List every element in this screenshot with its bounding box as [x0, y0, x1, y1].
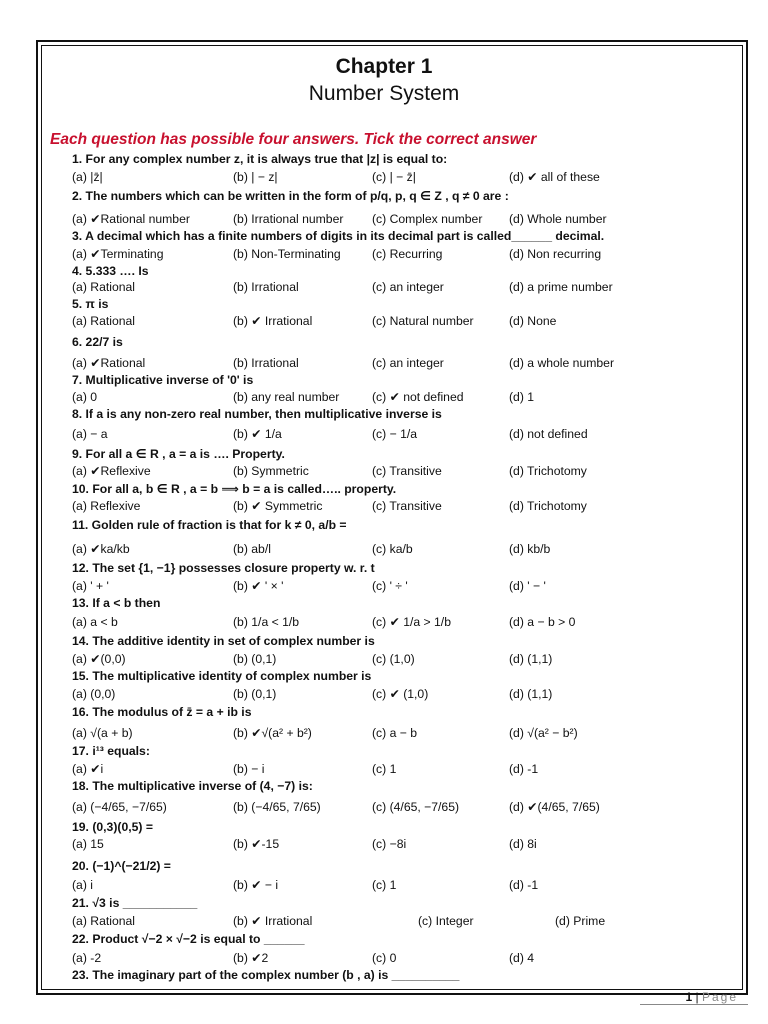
option-b[interactable]: (b) Irrational	[233, 280, 299, 294]
option-c[interactable]: (c) ✔ (1,0)	[372, 687, 429, 701]
question-10: 10. For all a, b ∈ R , a = b ⟹ b = a is called….. property.	[72, 482, 397, 496]
options-9	[72, 464, 732, 482]
footer-rule	[640, 1004, 748, 1005]
option-d[interactable]: (d) 4	[509, 951, 535, 965]
option-c[interactable]: (c) Integer	[418, 914, 474, 928]
question-3: 3. A decimal which has a finite numbers of digits in its decimal part is called______ decimal.	[72, 229, 605, 243]
option-c[interactable]: (c) ✔ 1/a > 1/b	[372, 615, 451, 629]
option-a[interactable]: (a) |z̄|	[72, 170, 103, 184]
option-d[interactable]: (d) ✔ all of these	[509, 170, 600, 184]
question-20: 20. (−1)^(−21/2) =	[72, 859, 171, 873]
page-footer	[685, 990, 738, 1004]
options-11	[72, 542, 732, 560]
question-23: 23. The imaginary part of the complex number (b , a) is __________	[72, 968, 460, 982]
option-b[interactable]: (b) ✔ Irrational	[233, 314, 313, 328]
question-22: 22. Product √−2 × √−2 is equal to ______	[72, 932, 305, 946]
option-b[interactable]: (b) Irrational number	[233, 212, 344, 226]
options-4	[72, 280, 732, 298]
question-19: 19. (0,3)(0,5) =	[72, 820, 153, 834]
chapter-title: Chapter 1	[335, 55, 433, 78]
option-a[interactable]: (a) 0	[72, 390, 98, 404]
option-c[interactable]: (c) ka/b	[372, 542, 413, 556]
question-15: 15. The multiplicative identity of complex number is	[72, 669, 372, 683]
option-d[interactable]: (d) -1	[509, 878, 539, 892]
option-b[interactable]: (b) ✔ − i	[233, 878, 279, 892]
option-c[interactable]: (c) −8i	[372, 837, 407, 851]
option-d[interactable]: (d) Prime	[555, 914, 606, 928]
question-4: 4. 5.333 …. Is	[72, 264, 149, 278]
option-d[interactable]: (d) ' − '	[509, 579, 546, 593]
footer-separator: |	[692, 990, 702, 1004]
option-a[interactable]: (a) ✔Rational number	[72, 212, 190, 226]
option-c[interactable]: (c) an integer	[372, 356, 444, 370]
option-d[interactable]: (d) Non recurring	[509, 247, 602, 261]
options-12	[72, 579, 732, 597]
question-2: 2. The numbers which can be written in the form of p/q, p, q ∈ Z , q ≠ 0 are :	[72, 189, 509, 203]
option-a[interactable]: (a) a < b	[72, 615, 118, 629]
option-b[interactable]: (b) ✔ ' × '	[233, 579, 284, 593]
option-b[interactable]: (b) ab/l	[233, 542, 271, 556]
option-d[interactable]: (d) a whole number	[509, 356, 614, 370]
option-a[interactable]: (a) Rational	[72, 914, 135, 928]
question-21: 21. √3 is ___________	[72, 896, 198, 910]
question-16: 16. The modulus of z̄ = a + ib is	[72, 705, 252, 719]
options-21	[72, 914, 732, 932]
option-c[interactable]: (c) ✔ not defined	[372, 390, 464, 404]
option-c[interactable]: (c) 1	[372, 878, 397, 892]
option-c[interactable]: (c) Complex number	[372, 212, 483, 226]
option-b[interactable]: (b) Non-Terminating	[233, 247, 341, 261]
option-c[interactable]: (c) Transitive	[372, 464, 442, 478]
option-b[interactable]: (b) ✔-15	[233, 837, 280, 851]
question-18: 18. The multiplicative inverse of (4, −7) is:	[72, 779, 313, 793]
option-c[interactable]: (c) ' ÷ '	[372, 579, 408, 593]
options-14	[72, 652, 732, 670]
option-d[interactable]: (d) Trichotomy	[509, 464, 587, 478]
option-b[interactable]: (b) ✔ Irrational	[233, 914, 313, 928]
option-d[interactable]: (d) a − b > 0	[509, 615, 576, 629]
option-d[interactable]: (d) (1,1)	[509, 652, 553, 666]
question-6: 6. 22/7 is	[72, 335, 123, 349]
option-a[interactable]: (a) ' + '	[72, 579, 109, 593]
option-a[interactable]: (a) ✔(0,0)	[72, 652, 126, 666]
option-a[interactable]: (a) Rational	[72, 280, 135, 294]
options-20	[72, 878, 732, 896]
option-d[interactable]: (d) Trichotomy	[509, 499, 587, 513]
option-d[interactable]: (d) not defined	[509, 427, 588, 441]
options-5	[72, 314, 732, 332]
question-11: 11. Golden rule of fraction is that for k ≠ 0, a/b =	[72, 518, 347, 532]
option-b[interactable]: (b) (0,1)	[233, 652, 277, 666]
option-c[interactable]: (c) 1	[372, 762, 397, 776]
options-8	[72, 427, 732, 445]
option-b[interactable]: (b) | − z|	[233, 170, 278, 184]
option-d[interactable]: (d) a prime number	[509, 280, 613, 294]
option-a[interactable]: (a) − a	[72, 427, 108, 441]
option-a[interactable]: (a) ✔ka/kb	[72, 542, 130, 556]
option-b[interactable]: (b) ✔√(a² + b²)	[233, 726, 312, 740]
option-a[interactable]: (a) ✔Rational	[72, 356, 146, 370]
option-b[interactable]: (b) Irrational	[233, 356, 299, 370]
option-d[interactable]: (d) √(a² − b²)	[509, 726, 578, 740]
option-a[interactable]: (a) √(a + b)	[72, 726, 133, 740]
option-b[interactable]: (b) − i	[233, 762, 265, 776]
option-a[interactable]: (a) Reflexive	[72, 499, 141, 513]
option-a[interactable]: (a) Rational	[72, 314, 135, 328]
options-1	[72, 170, 732, 188]
option-c[interactable]: (c) (4/65, −7/65)	[372, 800, 460, 814]
option-c[interactable]: (c) Transitive	[372, 499, 442, 513]
question-12: 12. The set {1, −1} possesses closure property w. r. t	[72, 561, 375, 575]
option-b[interactable]: (b) ✔2	[233, 951, 269, 965]
options-7	[72, 390, 732, 408]
option-d[interactable]: (d) (1,1)	[509, 687, 553, 701]
question-14: 14. The additive identity in set of complex number is	[72, 634, 375, 648]
option-a[interactable]: (a) i	[72, 878, 93, 892]
options-22	[72, 951, 732, 969]
option-d[interactable]: (d) 1	[509, 390, 535, 404]
options-10	[72, 499, 732, 517]
option-d[interactable]: (d) None	[509, 314, 557, 328]
option-b[interactable]: (b) Symmetric	[233, 464, 309, 478]
option-a[interactable]: (a) -2	[72, 951, 102, 965]
option-d[interactable]: (d) Whole number	[509, 212, 607, 226]
question-5: 5. π is	[72, 297, 109, 311]
option-d[interactable]: (d) 8i	[509, 837, 537, 851]
option-d[interactable]: (d) ✔(4/65, 7/65)	[509, 800, 600, 814]
options-16	[72, 726, 732, 744]
question-13: 13. If a < b then	[72, 596, 161, 610]
options-17	[72, 762, 732, 780]
options-13	[72, 615, 732, 633]
question-7: 7. Multiplicative inverse of '0' is	[72, 373, 254, 387]
option-c[interactable]: (c) 0	[372, 951, 397, 965]
option-c[interactable]: (c) Natural number	[372, 314, 474, 328]
option-c[interactable]: (c) Recurring	[372, 247, 443, 261]
options-6	[72, 356, 732, 374]
option-b[interactable]: (b) (0,1)	[233, 687, 277, 701]
option-b[interactable]: (b) any real number	[233, 390, 340, 404]
option-a[interactable]: (a) 15	[72, 837, 104, 851]
option-a[interactable]: (a) (−4/65, −7/65)	[72, 800, 167, 814]
option-c[interactable]: (c) − 1/a	[372, 427, 418, 441]
question-1: 1. For any complex number z, it is always true that |z| is equal to:	[72, 152, 448, 166]
options-18	[72, 800, 732, 818]
option-a[interactable]: (a) ✔Reflexive	[72, 464, 151, 478]
chapter-subtitle: Number System	[308, 82, 460, 105]
option-c[interactable]: (c) (1,0)	[372, 652, 415, 666]
option-b[interactable]: (b) 1/a < 1/b	[233, 615, 300, 629]
option-b[interactable]: (b) ✔ Symmetric	[233, 499, 323, 513]
option-d[interactable]: (d) -1	[509, 762, 539, 776]
options-2	[72, 212, 732, 230]
option-a[interactable]: (a) ✔i	[72, 762, 104, 776]
option-c[interactable]: (c) an integer	[372, 280, 444, 294]
page-number: 1	[685, 990, 693, 1004]
page-label: Page	[701, 990, 738, 1004]
option-c[interactable]: (c) | − z̄|	[372, 170, 416, 184]
option-b[interactable]: (b) (−4/65, 7/65)	[233, 800, 321, 814]
options-15	[72, 687, 732, 705]
options-19	[72, 837, 732, 855]
option-d[interactable]: (d) kb/b	[509, 542, 551, 556]
option-a[interactable]: (a) ✔Terminating	[72, 247, 164, 261]
question-17: 17. i¹³ equals:	[72, 744, 150, 758]
option-c[interactable]: (c) a − b	[372, 726, 418, 740]
option-a[interactable]: (a) (0,0)	[72, 687, 116, 701]
question-8: 8. If a is any non-zero real number, then multiplicative inverse is	[72, 407, 442, 421]
instruction-text: Each question has possible four answers. Tick the correct answer	[50, 131, 537, 148]
option-b[interactable]: (b) ✔ 1/a	[233, 427, 282, 441]
question-9: 9. For all a ∈ R , a = a is …. Property.	[72, 447, 285, 461]
options-3	[72, 247, 732, 265]
